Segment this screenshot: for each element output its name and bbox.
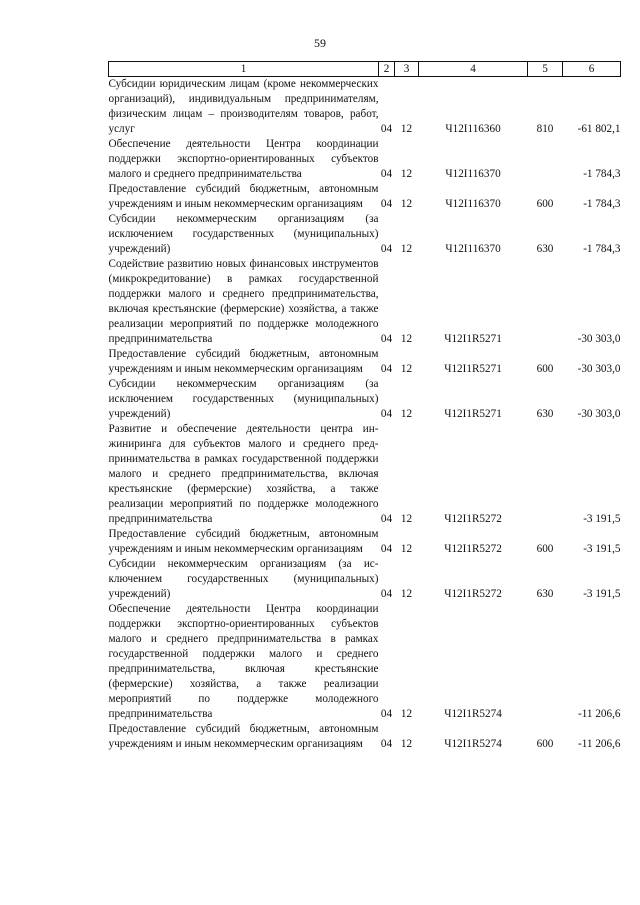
row-expense-type: 810: [536, 123, 554, 135]
row-section: 04: [380, 543, 393, 555]
row-target-code: Ч12I116370: [445, 243, 501, 255]
row-expense-type: [528, 602, 563, 722]
row-expense-type: 600: [536, 198, 554, 210]
row-section: 04: [380, 123, 393, 135]
table-row: [109, 257, 621, 347]
row-name: Предоставление субсидий бюджетным, автономным учреждениям и иным некоммерческим организациям: [108, 348, 379, 375]
row-expense-type: 600: [536, 738, 554, 750]
row-subsection: 12: [400, 243, 413, 255]
table-row: [109, 137, 621, 182]
row-target-code: Ч12I1R5271: [444, 408, 502, 420]
row-expense-type: [528, 422, 563, 527]
row-target-code: Ч12I116370: [445, 168, 501, 180]
table-row: [109, 722, 621, 752]
header-col-5: 5: [528, 62, 563, 77]
row-amount: -30 303,0: [577, 363, 621, 375]
row-target-code: Ч12I1R5274: [444, 738, 502, 750]
table-row: [109, 377, 621, 422]
row-target-code: Ч12I1R5274: [444, 708, 502, 720]
table-row: [109, 212, 621, 257]
page-number: 59: [314, 36, 326, 50]
row-amount: -1 784,3: [583, 168, 621, 180]
row-name: Предоставление субсидий бюджетным, автономным учреждениям и иным некоммерческим организациям: [108, 723, 379, 750]
row-section: 04: [380, 738, 393, 750]
row-section: 04: [380, 198, 393, 210]
table-header-row: [109, 62, 621, 77]
table-body: [109, 77, 621, 753]
table-row: [109, 602, 621, 722]
header-col-4: 4: [419, 62, 528, 77]
row-amount: -1 784,3: [583, 243, 621, 255]
row-amount: -61 802,1: [577, 123, 621, 135]
table-row: [109, 77, 621, 138]
row-target-code: Ч12I116360: [445, 123, 501, 135]
row-section: 04: [380, 363, 393, 375]
row-amount: -11 206,6: [578, 738, 621, 750]
row-expense-type: 630: [536, 243, 554, 255]
row-expense-type: [528, 257, 563, 347]
row-section: 04: [380, 243, 393, 255]
row-subsection: 12: [400, 123, 413, 135]
row-section: 04: [380, 168, 393, 180]
row-amount: -30 303,0: [577, 333, 621, 345]
row-subsection: 12: [400, 363, 413, 375]
row-section: 04: [380, 708, 393, 720]
row-name: Развитие и обеспечение деятельности центра инжиниринга для субъектов малого и среднего предпринимательства в рамках государственной поддержки малого и среднего предпринимательства, включая крестьянские (фермерские) хозяйства, а также реализации мероприятий по поддержке молодежного предпринимательства: [108, 423, 379, 525]
row-expense-type: 600: [536, 363, 554, 375]
table-row: [109, 422, 621, 527]
row-amount: -3 191,5: [583, 588, 621, 600]
row-name: Субсидии некоммерческим организациям (за исключением государственных (муниципальных) учреждений): [108, 378, 379, 420]
row-name: Предоставление субсидий бюджетным, автономным учреждениям и иным некоммерческим организациям: [108, 183, 379, 210]
row-subsection: 12: [400, 333, 413, 345]
row-target-code: Ч12I1R5272: [444, 513, 502, 525]
header-col-1: 1: [109, 62, 379, 77]
row-expense-type: 630: [536, 588, 554, 600]
row-subsection: 12: [400, 738, 413, 750]
row-amount: -3 191,5: [583, 543, 621, 555]
row-section: 04: [380, 513, 393, 525]
row-amount: -1 784,3: [583, 198, 621, 210]
row-target-code: Ч12I1R5271: [444, 333, 502, 345]
table-row: [109, 182, 621, 212]
row-amount: -30 303,0: [577, 408, 621, 420]
row-name: Обеспечение деятельности Центра координации поддержки экспортно-ориентированных субъектов малого и среднего предпринимательства: [108, 138, 379, 180]
header-col-3: 3: [395, 62, 419, 77]
row-name: Содействие развитию новых финансовых инструментов (микрокредитование) в рамках государственной поддержки малого и среднего предпринимательства, включая крестьянские (фермерские) хозяйства, а также реализации мероприятий по поддержке молодежного предпринимательства: [108, 258, 379, 345]
row-section: 04: [380, 333, 393, 345]
row-expense-type: [528, 137, 563, 182]
row-amount: -3 191,5: [583, 513, 621, 525]
table-row: [109, 557, 621, 602]
row-subsection: 12: [400, 408, 413, 420]
row-target-code: Ч12I1R5272: [444, 588, 502, 600]
row-name: Обеспечение деятельности Центра координации поддержки экспортно-ориентированных субъектов малого и среднего предпринимательства в рамках государственной поддержки малого и среднего предпринимательства, включая крестьянские (фермерские) хозяйства, а также реализации мероприятий по поддержке молодежного предпринимательства: [108, 603, 379, 720]
row-name: Субсидии некоммерческим организациям (за исключением государственных (муниципальных) учреждений): [108, 213, 379, 255]
row-name: Субсидии юридическим лицам (кроме некоммерческих организаций), индивидуальным предпринимателям, физическим лицам – производителям товаров, работ, услуг: [108, 78, 379, 135]
row-subsection: 12: [400, 708, 413, 720]
row-subsection: 12: [400, 543, 413, 555]
row-amount: -11 206,6: [578, 708, 621, 720]
row-name: Субсидии некоммерческим организациям (за исключением государственных (муниципальных) учреждений): [108, 558, 379, 600]
row-expense-type: 600: [536, 543, 554, 555]
table-row: [109, 347, 621, 377]
row-subsection: 12: [400, 168, 413, 180]
row-target-code: Ч12I116370: [445, 198, 501, 210]
row-section: 04: [380, 408, 393, 420]
row-subsection: 12: [400, 513, 413, 525]
row-subsection: 12: [400, 198, 413, 210]
row-target-code: Ч12I1R5272: [444, 543, 502, 555]
budget-table: [108, 61, 621, 752]
header-col-6: 6: [563, 62, 621, 77]
row-section: 04: [380, 588, 393, 600]
row-name: Предоставление субсидий бюджетным, автономным учреждениям и иным некоммерческим организациям: [108, 528, 379, 555]
row-subsection: 12: [400, 588, 413, 600]
header-col-2: 2: [379, 62, 395, 77]
table-row: [109, 527, 621, 557]
row-expense-type: 630: [536, 408, 554, 420]
row-target-code: Ч12I1R5271: [444, 363, 502, 375]
